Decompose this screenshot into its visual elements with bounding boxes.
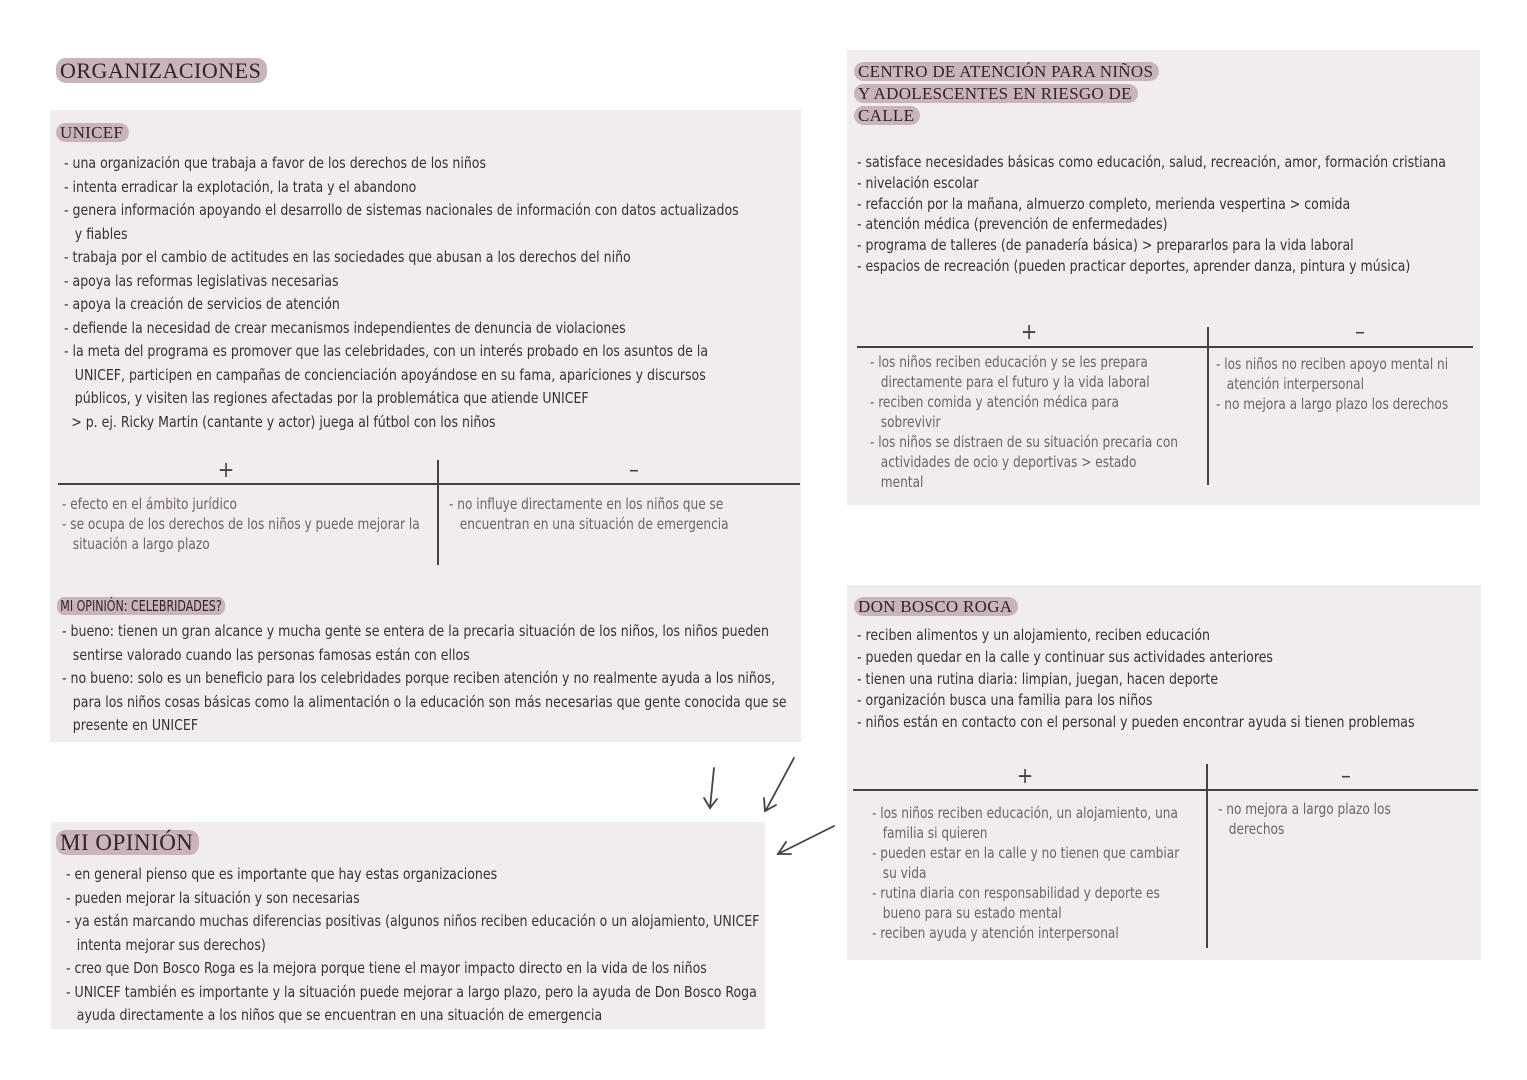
table-cell-item: - no influye directamente en los niños que se encuentran en una situación de emergencia [449, 494, 773, 534]
pros-sign: + [1020, 320, 1038, 345]
unicef-pros [62, 494, 462, 554]
celebrity-opinion-list [62, 620, 793, 738]
list-item: - reciben alimentos y un alojamiento, reciben educación [857, 625, 1489, 647]
centro-pros [870, 352, 1235, 492]
table-cell-item: - no mejora a largo plazo los derechos [1218, 799, 1416, 839]
table-cell-item: - reciben comida y atención médica para sobrevivir [870, 392, 1181, 432]
cons-sign: – [1341, 764, 1351, 789]
table-cell-item: - no mejora a largo plazo los derechos [1216, 394, 1477, 414]
list-item: - espacios de recreación (pueden practicar deportes, aprender danza, pintura y música) [857, 256, 1480, 277]
table-cell-item: - efecto en el ámbito jurídico [62, 494, 422, 514]
table-divider [58, 483, 800, 485]
unicef-title: UNICEF [56, 122, 129, 144]
opinion-title: MI OPINIÓN [56, 830, 199, 856]
list-item: - una organización que trabaja a favor de los derechos de los niños [64, 152, 745, 176]
list-item: - creo que Don Bosco Roga es la mejora porque tiene el mayor impacto directo en la vida de los niños [66, 957, 770, 981]
list-item: - trabaja por el cambio de actitudes en las sociedades que abusan a los derechos del niño [64, 246, 745, 270]
pros-sign: + [217, 458, 235, 483]
list-item: - ya están marcando muchas diferencias positivas (algunos niños reciben educación o un alojamiento, UNICEF intenta mejorar sus derechos) [66, 910, 770, 957]
list-item: - la meta del programa es promover que las celebridades, con un interés probado en los asuntos de la UNICEF, participen en campañas de concienciación apoyándose en su fama, apariciones y discursos públicos, y visiten las regiones afectadas por la problemática que atiende UNICEF [64, 340, 745, 411]
list-item: - UNICEF también es importante y la situación puede mejorar a largo plazo, pero la ayuda de Don Bosco Roga ayuda directamente a los niños que se encuentran en una situación de emergencia [66, 981, 770, 1028]
list-item: - programa de talleres (de panadería básica) > prepararlos para la vida laboral [857, 235, 1480, 256]
table-divider [857, 346, 1473, 348]
list-item: - pueden quedar en la calle y continuar sus actividades anteriores [857, 647, 1489, 669]
list-item: - nivelación escolar [857, 173, 1480, 194]
centro-list [857, 152, 1480, 277]
list-item: - defiende la necesidad de crear mecanismos independientes de denuncia de violaciones [64, 317, 745, 341]
list-item: - satisface necesidades básicas como educación, salud, recreación, amor, formación cristiana [857, 152, 1480, 173]
arrow-diagonal-icon [766, 758, 794, 810]
example-line: > p. ej. Ricky Martin (cantante y actor) juega al fútbol con los niños [71, 412, 496, 431]
table-cell-item: - pueden estar en la calle y no tienen que cambiar su vida [872, 843, 1192, 883]
unicef-list-full [64, 152, 745, 434]
donbosco-cons [1218, 799, 1458, 839]
table-cell-item: - los niños no reciben apoyo mental ni atención interpersonal [1216, 354, 1477, 394]
arrow-down-icon [710, 768, 714, 808]
centro-title: CENTRO DE ATENCIÓN PARA NIÑOS Y ADOLESCENTES EN RIESGO DE CALLE [854, 61, 1159, 127]
unicef-cons [449, 494, 829, 534]
table-cell-item: - rutina diaria con responsabilidad y deporte es bueno para su estado mental [872, 883, 1192, 923]
table-cell-item: - los niños se distraen de su situación precaria con actividades de ocio y deportivas > estado mental [870, 432, 1181, 492]
table-divider [853, 789, 1478, 791]
list-item: - niños están en contacto con el personal y pueden encontrar ayuda si tienen problemas [857, 712, 1489, 734]
arrow-left-icon [778, 826, 834, 854]
table-cell-item: - los niños reciben educación y se les prepara directamente para el futuro y la vida laboral [870, 352, 1181, 392]
list-item: - apoya la creación de servicios de atención [64, 293, 745, 317]
list-item: - intenta erradicar la explotación, la trata y el abandono [64, 176, 745, 200]
pros-sign: + [1016, 764, 1034, 789]
list-item: - pueden mejorar la situación y son necesarias [66, 887, 770, 911]
list-item: - bueno: tienen un gran alcance y mucha gente se entera de la precaria situación de los niños, los niños pueden sentirse valorado cuando las personas famosas están con ellos [62, 620, 793, 667]
table-cell-item: - se ocupa de los derechos de los niños y puede mejorar la situación a largo plazo [62, 514, 422, 554]
list-item: - no bueno: solo es un beneficio para los celebridades porque reciben atención y no realmente ayuda a los niños, para los niños cosas básicas como la alimentación o la educación son más necesarias que gente conocida que se presente en UNICEF [62, 667, 793, 738]
centro-cons [1216, 354, 1506, 414]
cons-sign: – [629, 458, 639, 483]
list-item: - atención médica (prevención de enfermedades) [857, 214, 1480, 235]
table-cell-item: - los niños reciben educación, un alojamiento, una familia si quieren [872, 803, 1192, 843]
opinion-list [66, 863, 770, 1028]
connector-arrows [690, 750, 850, 860]
list-item: - apoya las reformas legislativas necesarias [64, 270, 745, 294]
cons-sign: – [1355, 320, 1365, 345]
donbosco-pros [872, 803, 1232, 943]
donbosco-title: DON BOSCO ROGA [854, 596, 1018, 618]
list-item: - tienen una rutina diaria: limpian, juegan, hacen deporte [857, 669, 1489, 691]
donbosco-list [857, 625, 1489, 734]
page-title: ORGANIZACIONES [56, 58, 267, 84]
list-item: - refacción por la mañana, almuerzo completo, merienda vespertina > comida [857, 194, 1480, 215]
list-item: - genera información apoyando el desarrollo de sistemas nacionales de información con datos actualizados y fiables [64, 199, 745, 246]
list-item: - en general pienso que es importante que hay estas organizaciones [66, 863, 770, 887]
table-cell-item: - reciben ayuda y atención interpersonal [872, 923, 1192, 943]
list-item: - organización busca una familia para los niños [857, 690, 1489, 712]
celebrity-opinion-title: MI OPINIÓN: CELEBRIDADES? [57, 597, 225, 615]
